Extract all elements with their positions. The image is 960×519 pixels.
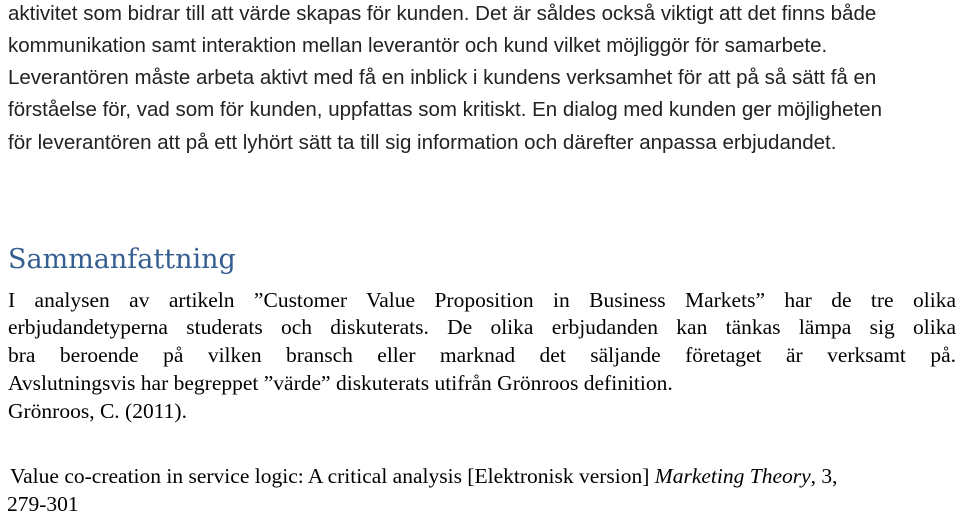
intro-paragraph-line: aktivitet som bidrar till att värde skapas för kunden. Det är såldes också viktigt att det finns både [8,2,877,25]
reference-author-line: Grönroos, C. (2011). [8,399,187,423]
reference-title: Value co-creation in service logic: A critical analysis [Elektronisk version] [10,464,655,488]
reference-citation-line [10,462,956,490]
intro-paragraph-line: för leverantören att på ett lyhört sätt ta till sig information och därefter anpassa erbjudandet. [8,131,837,154]
reference-journal: Marketing Theory [654,464,811,488]
summary-paragraph-line: erbjudandetyperna studerats och diskuterats. De olika erbjudanden kan tänkas lämpa sig olika [8,315,956,339]
intro-paragraph-line: Leverantören måste arbeta aktivt med få en inblick i kundens verksamhet för att på så sätt få en [8,66,877,89]
summary-paragraph-line: Avslutningsvis har begreppet ”värde” diskuterats utifrån Grönroos definition. [8,371,673,395]
section-heading-sammanfattning: Sammanfattning [8,244,236,275]
reference-pages: 279-301 [7,492,79,516]
reference-volume: , 3, [810,464,838,488]
intro-paragraph-line: förståelse för, vad som för kunden, uppfattas som kritiskt. En dialog med kunden ger möjligheten [8,98,882,121]
intro-paragraph-line: kommunikation samt interaktion mellan leverantör och kund vilket möjliggör för samarbete. [8,34,828,57]
summary-paragraph-line: I analysen av artikeln ”Customer Value Proposition in Business Markets” har de tre olika [8,288,956,312]
summary-paragraph-line: bra beroende på vilken bransch eller marknad det säljande företaget är verksamt på. [8,343,956,367]
